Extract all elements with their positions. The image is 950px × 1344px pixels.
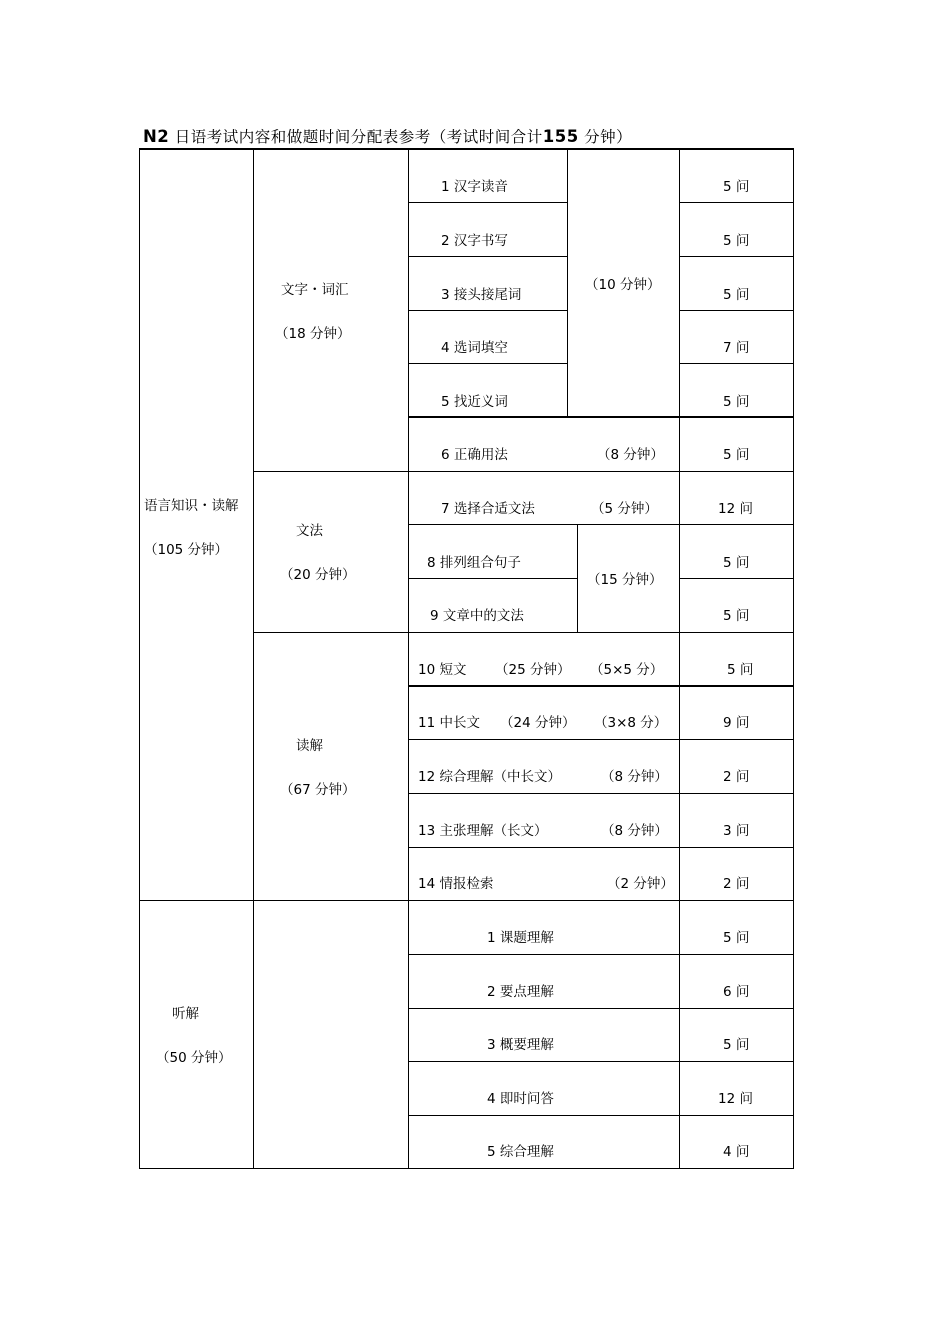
section-sep-grammar bbox=[253, 471, 794, 472]
col-line-4 bbox=[679, 148, 680, 1169]
item-count: 5 问 bbox=[723, 394, 750, 410]
item-count: 5 问 bbox=[727, 662, 754, 678]
col-line-2 bbox=[408, 148, 409, 1169]
row-sep-bold bbox=[408, 416, 794, 418]
item-time: （24 分钟） bbox=[500, 715, 576, 731]
item-label: 4 选词填空 bbox=[441, 340, 508, 356]
row-sep bbox=[408, 256, 567, 257]
item-label: 2 汉字书写 bbox=[441, 233, 508, 249]
section-sep-listening bbox=[139, 900, 794, 901]
row-sep bbox=[679, 256, 794, 257]
row-sep bbox=[679, 578, 794, 579]
row-sep bbox=[408, 1061, 794, 1062]
item-time: （5 分钟） bbox=[591, 501, 658, 517]
section-grammar-shared-time: （15 分钟） bbox=[587, 572, 663, 588]
table-border-right bbox=[793, 148, 794, 1169]
item-label: 6 正确用法 bbox=[441, 447, 508, 463]
item-label: 13 主张理解（长文） bbox=[418, 823, 548, 839]
item-count: 6 问 bbox=[723, 984, 750, 1000]
table-border-left bbox=[139, 148, 140, 1169]
section-listening-time: （50 分钟） bbox=[156, 1050, 232, 1066]
item-count: 5 问 bbox=[723, 1037, 750, 1053]
item-score: （3×8 分） bbox=[594, 715, 668, 731]
item-count: 7 问 bbox=[723, 340, 750, 356]
item-time: （2 分钟） bbox=[607, 876, 674, 892]
item-count: 5 问 bbox=[723, 930, 750, 946]
row-sep bbox=[408, 954, 794, 955]
item-time: （8 分钟） bbox=[601, 769, 668, 785]
item-time: （8 分钟） bbox=[601, 823, 668, 839]
col-line-1 bbox=[253, 148, 254, 1169]
item-label: 12 综合理解（中长文） bbox=[418, 769, 561, 785]
item-score: （5×5 分） bbox=[590, 662, 664, 678]
item-label: 7 选择合适文法 bbox=[441, 501, 535, 517]
item-count: 2 问 bbox=[723, 876, 750, 892]
item-count: 5 问 bbox=[723, 555, 750, 571]
row-sep bbox=[408, 847, 794, 848]
row-sep bbox=[408, 524, 794, 525]
item-label: 2 要点理解 bbox=[487, 984, 554, 1000]
row-sep bbox=[408, 1008, 794, 1009]
item-label: 5 找近义词 bbox=[441, 394, 508, 410]
item-label: 3 概要理解 bbox=[487, 1037, 554, 1053]
row-sep bbox=[408, 363, 567, 364]
section-reading-name: 读解 bbox=[296, 738, 323, 754]
item-count: 5 问 bbox=[723, 233, 750, 249]
section-grammar-name: 文法 bbox=[296, 523, 323, 539]
item-count: 12 问 bbox=[718, 501, 753, 517]
section-grammar-time: （20 分钟） bbox=[280, 567, 356, 583]
item-label: 11 中长文 bbox=[418, 715, 480, 731]
item-count: 2 问 bbox=[723, 769, 750, 785]
item-count: 4 问 bbox=[723, 1144, 750, 1160]
title-code: N2 bbox=[143, 127, 170, 146]
section-listening-name: 听解 bbox=[172, 1006, 199, 1022]
item-count: 5 问 bbox=[723, 608, 750, 624]
item-count: 5 问 bbox=[723, 287, 750, 303]
row-sep bbox=[408, 202, 567, 203]
row-sep bbox=[679, 363, 794, 364]
item-label: 10 短文 bbox=[418, 662, 467, 678]
item-label: 1 课题理解 bbox=[487, 930, 554, 946]
item-count: 9 问 bbox=[723, 715, 750, 731]
item-label: 14 情报检索 bbox=[418, 876, 494, 892]
row-sep bbox=[408, 739, 794, 740]
row-sep bbox=[408, 310, 567, 311]
col-line-vocab-time bbox=[567, 148, 568, 418]
section-language-name: 语言知识・读解 bbox=[144, 498, 239, 514]
item-count: 5 问 bbox=[723, 447, 750, 463]
section-vocab-time: （18 分钟） bbox=[275, 326, 351, 342]
item-label: 9 文章中的文法 bbox=[430, 608, 524, 624]
col-line-grammar-time bbox=[577, 524, 578, 633]
title-text-a: 日语考试内容和做题时间分配表参考（考试时间合计 bbox=[174, 128, 543, 146]
row-sep bbox=[408, 793, 794, 794]
row-sep-bold bbox=[408, 685, 794, 687]
item-time: （8 分钟） bbox=[597, 447, 664, 463]
section-reading-time: （67 分钟） bbox=[280, 782, 356, 798]
row-sep bbox=[408, 1115, 794, 1116]
item-count: 12 问 bbox=[718, 1091, 753, 1107]
item-count: 3 问 bbox=[723, 823, 750, 839]
item-label: 1 汉字读音 bbox=[441, 179, 508, 195]
title-text-b: 分钟） bbox=[584, 128, 633, 146]
item-count: 5 问 bbox=[723, 179, 750, 195]
item-time: （25 分钟） bbox=[495, 662, 571, 678]
item-label: 5 综合理解 bbox=[487, 1144, 554, 1160]
item-label: 8 排列组合句子 bbox=[427, 555, 521, 571]
section-language-time: （105 分钟） bbox=[144, 542, 229, 558]
row-sep bbox=[679, 310, 794, 311]
item-label: 3 接头接尾词 bbox=[441, 287, 522, 303]
row-sep bbox=[679, 202, 794, 203]
section-sep-reading bbox=[253, 632, 794, 633]
section-vocab-name: 文字・词汇 bbox=[281, 282, 349, 298]
row-sep bbox=[408, 578, 577, 579]
section-vocab-shared-time: （10 分钟） bbox=[585, 277, 661, 293]
title-total: 155 bbox=[542, 127, 579, 146]
item-label: 4 即时问答 bbox=[487, 1091, 554, 1107]
table-border-bottom bbox=[139, 1168, 794, 1169]
table-border-top bbox=[139, 148, 794, 150]
